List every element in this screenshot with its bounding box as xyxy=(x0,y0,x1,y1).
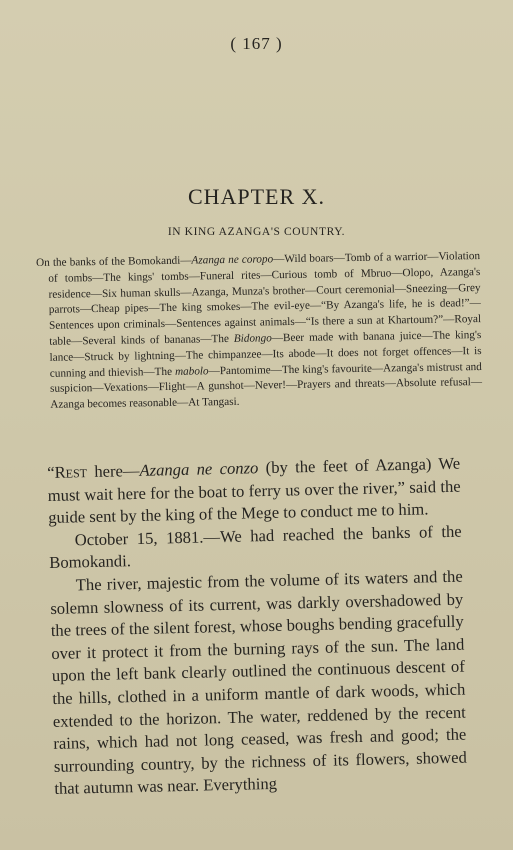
paragraph-italic: Azanga ne conzo xyxy=(139,458,259,480)
lead-word: Rest xyxy=(54,462,88,482)
summary-text: —Wild boars—Tomb of a warrior—Violation of tombs—The kings' tombs—Funeral rites—Curious tomb of Mbruo—Olopo, Azanga's residence—Six human skulls—Azanga, Munza's brother—Court ceremonial—Sneezing—Grey parrots—Cheap pipes—The king smokes—The evil-eye—“By Azanga's life, he is dead!”—Sentences upon criminals—Sentences against animals—“Is there a sun at Khartoum?”—Royal table—Several kinds of bananas—The xyxy=(48,250,482,348)
summary-italic: mabolo xyxy=(174,364,209,378)
chapter-title: CHAPTER X. xyxy=(187,184,326,209)
summary-italic: Bidongo xyxy=(233,332,272,345)
paragraph-text: (by the feet of Azanga) We must wait here for the boat to ferry us over the river,” said the guide sent by the king of the Mege to conduct me to him. xyxy=(47,453,461,528)
chapter-summary xyxy=(36,249,482,414)
paragraph-text: here— xyxy=(86,460,140,482)
summary-text: —Beer made with banana juice—The king's lance—Struck by lightning—The chimpanzee—Its abode—It does not forget offences—It is cunning and thievish—The xyxy=(49,329,482,380)
summary-italic: Azanga ne coropo xyxy=(191,253,274,267)
paragraph-opening xyxy=(47,453,461,530)
summary-text: —Pantomime—The king's favourite—Azanga's mistrust and suspicion—Vexations—Flight—A gunshot—Never!—Prayers and threats—Absolute refusal—Azanga becomes reasonable—At Tangasi. xyxy=(49,360,483,411)
chapter-subtitle: IN KING AZANGA'S COUNTRY. xyxy=(167,226,346,238)
paragraph-river: The river, majestic from the volume of its waters and the solemn slowness of its current, was darkly overshadowed by the trees of the silent forest, whose boughs bending gracefully over it protect it from the burning rays of the sun. The land upon the left bank clearly outlined the continuous descent of the hills, clothed in a uniform mantle of dark woods, which extended to the horizon. The water, reddened by the recent rains, which had not long ceased, was fresh and good; the surrounding country, by the richness of its flowers, showed that autumn was near. Everything xyxy=(50,566,468,799)
open-quote: “ xyxy=(47,462,55,482)
body-text xyxy=(47,453,468,801)
summary-text: On the banks of the Bomokandi— xyxy=(36,254,192,269)
page-number: ( 167 ) xyxy=(230,34,283,53)
paragraph-date: October 15, 1881.—We had reached the banks of the Bomokandi. xyxy=(49,521,462,573)
